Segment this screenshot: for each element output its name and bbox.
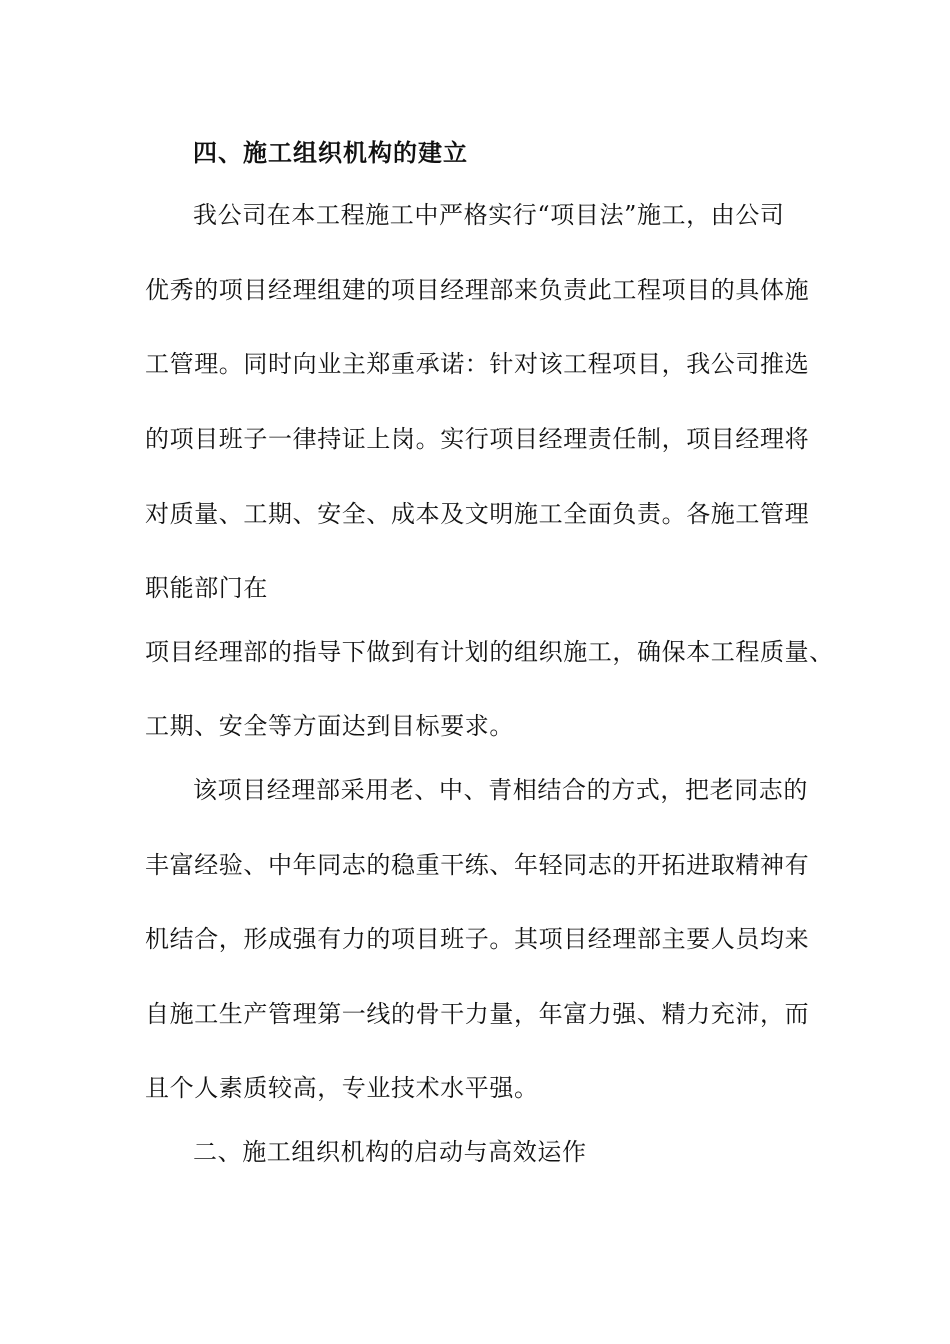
paragraph-line: 该项目经理部采用老、中、青相结合的方式，把老同志的 [193, 776, 808, 804]
paragraph-line: 且个人素质较高，专业技术水平强。 [145, 1074, 539, 1102]
section-heading: 四、施工组织机构的建立 [193, 138, 468, 167]
paragraph-line: 我公司在本工程施工中严格实行“项目法”施工，由公司 [193, 201, 785, 229]
paragraph-line: 工期、安全等方面达到目标要求。 [145, 712, 514, 740]
section-subheading: 二、施工组织机构的启动与高效运作 [193, 1138, 587, 1166]
paragraph-line: 项目经理部的指导下做到有计划的组织施工，确保本工程质量、 [145, 638, 834, 666]
paragraph-line: 的项目班子一律持证上岗。实行项目经理责任制，项目经理将 [145, 425, 810, 453]
paragraph-line: 丰富经验、中年同志的稳重干练、年轻同志的开拓进取精神有 [145, 851, 810, 879]
paragraph-line: 对质量、工期、安全、成本及文明施工全面负责。各施工管理 [145, 500, 810, 528]
paragraph-line: 自施工生产管理第一线的骨干力量，年富力强、精力充沛，而 [145, 1000, 810, 1028]
paragraph-line: 机结合，形成强有力的项目班子。其项目经理部主要人员均来 [145, 925, 810, 953]
paragraph-line: 职能部门在 [145, 574, 268, 602]
paragraph-line: 工管理。同时向业主郑重承诺：针对该工程项目，我公司推选 [145, 350, 810, 378]
paragraph-line: 优秀的项目经理组建的项目经理部来负责此工程项目的具体施 [145, 276, 810, 304]
